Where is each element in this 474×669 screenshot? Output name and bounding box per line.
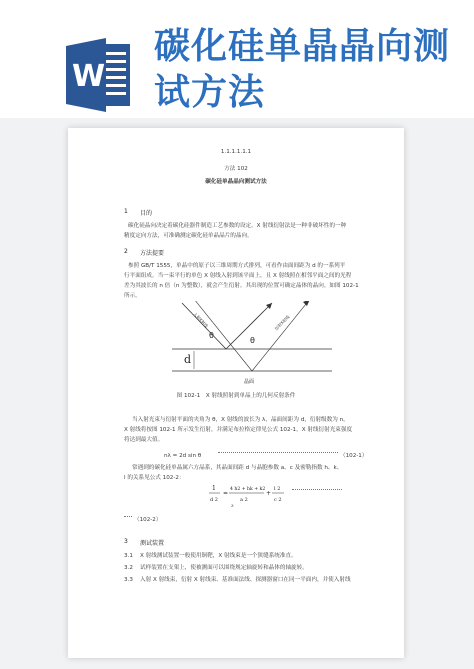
svg-text:=: = xyxy=(223,490,229,497)
incident-ray-2 xyxy=(194,301,252,371)
theta-left-label: θ xyxy=(209,331,214,340)
page-marker: 1.1.1.1.1.1 xyxy=(220,149,252,155)
item-3-1-number: 3.1 xyxy=(124,553,133,559)
body-text: 将达到最大值。 xyxy=(124,437,164,443)
page-title: 碳化硅单晶晶向测试方法 xyxy=(154,26,451,113)
section-2-text: 差为其波长的 n 倍（n 为整数），就会产生衍射。其出现的位置可确定晶体的晶向。如图 102-1 xyxy=(124,283,359,289)
svg-text:W: W xyxy=(72,59,106,94)
diffracted-label: 衍射X射线 xyxy=(273,314,291,332)
section-1-number: 1 xyxy=(124,208,128,215)
item-3-2-number: 3.2 xyxy=(124,565,133,571)
word-icon xyxy=(66,38,132,112)
section-1-title: 目的 xyxy=(140,210,153,217)
svg-text:3: 3 xyxy=(231,503,234,508)
header xyxy=(0,0,474,118)
method-title: 碳化硅单晶晶向测试方法 xyxy=(205,179,267,185)
section-1-text: 碳化硅晶向决定着碳化硅器件制造工艺参数的设定。X 射线衍射法是一种非破坏性的一种 xyxy=(128,223,347,229)
item-3-3-number: 3.3 xyxy=(124,577,133,583)
section-3-number: 3 xyxy=(124,538,128,545)
formula-1-leader xyxy=(218,452,338,453)
section-2-text: 参照 GB/T 1555，单晶中的原子以三维周期方式排列，可看作由面间距为 d 的一系列平 xyxy=(128,263,346,269)
formula-1: nλ = 2d sin θ xyxy=(164,453,202,459)
theta-right-label: θ xyxy=(250,336,255,345)
section-2-number: 2 xyxy=(124,248,128,255)
diffracted-ray-2 xyxy=(252,301,310,371)
formula-2-leader-left xyxy=(124,516,132,517)
body-text: 常遇到的碳化硅单晶属六方晶系，其晶面间距 d 与晶胞参数 a、c 及密勒指数 h、k、 xyxy=(132,465,343,471)
surface-label: 晶面 xyxy=(244,379,255,385)
document-page xyxy=(68,128,404,658)
spacing-label: d xyxy=(184,353,192,366)
svg-text:c 2: c 2 xyxy=(274,497,282,503)
svg-text:a 2: a 2 xyxy=(240,497,248,503)
svg-text:4 h2 + hk + k2: 4 h2 + hk + k2 xyxy=(230,487,266,492)
body-text: X 射线将按图 102-1 所示发生衍射，并满足布拉格定律见公式 102-1，X 射线衍射光束强度 xyxy=(124,427,353,433)
item-3-1-text: X 射线测试装置一般使用铜靶，X 射线束是一个狭缝系统准直。 xyxy=(140,553,297,559)
body-text: l 的关系见公式 102-2： xyxy=(124,475,185,481)
svg-text:1: 1 xyxy=(212,485,216,492)
section-2-text: 行平面组成。当一束平行的单色 X 射线入射到该平面上，且 X 射线照在相邻平面之间的光程 xyxy=(124,273,352,279)
section-2-title: 方法提要 xyxy=(140,250,165,257)
formula-1-ref: （102-1） xyxy=(340,453,368,459)
section-2-text: 所示。 xyxy=(124,293,141,299)
diffraction-diagram xyxy=(172,301,332,387)
formula-2-ref: （102-2） xyxy=(134,517,162,523)
section-1-text: 精度定向方法，可准确测定碳化硅单晶晶片的晶向。 xyxy=(124,233,253,239)
section-3-title: 测试装置 xyxy=(140,540,165,547)
formula-2 xyxy=(208,478,288,508)
figure-caption: 图 102-1 X 射线照射到单晶上的几何反射条件 xyxy=(176,393,296,399)
incident-label: 入射X射线 xyxy=(192,311,210,329)
svg-text:d 2: d 2 xyxy=(210,497,218,503)
body-text: 当入射光束与衍射平面的夹角为 θ，X 射线的波长为 λ，晶面间距为 d，衍射级数为 n， xyxy=(132,417,349,423)
svg-text:l 2: l 2 xyxy=(274,486,281,492)
arrow-head xyxy=(303,301,310,306)
item-3-2-text: 试样装置在支架上，使被测面可以围绕规定轴旋转和晶体的轴旋转。 xyxy=(140,565,308,571)
method-number: 方法 102 xyxy=(224,166,248,172)
item-3-3-text: 入射 X 射线束，衍射 X 射线束、基准面法线、探测器窗口在同一平面内，并使入射线 xyxy=(140,577,351,583)
formula-2-leader xyxy=(292,489,342,490)
svg-text:+: + xyxy=(266,490,272,497)
diffracted-ray-1 xyxy=(226,303,272,349)
